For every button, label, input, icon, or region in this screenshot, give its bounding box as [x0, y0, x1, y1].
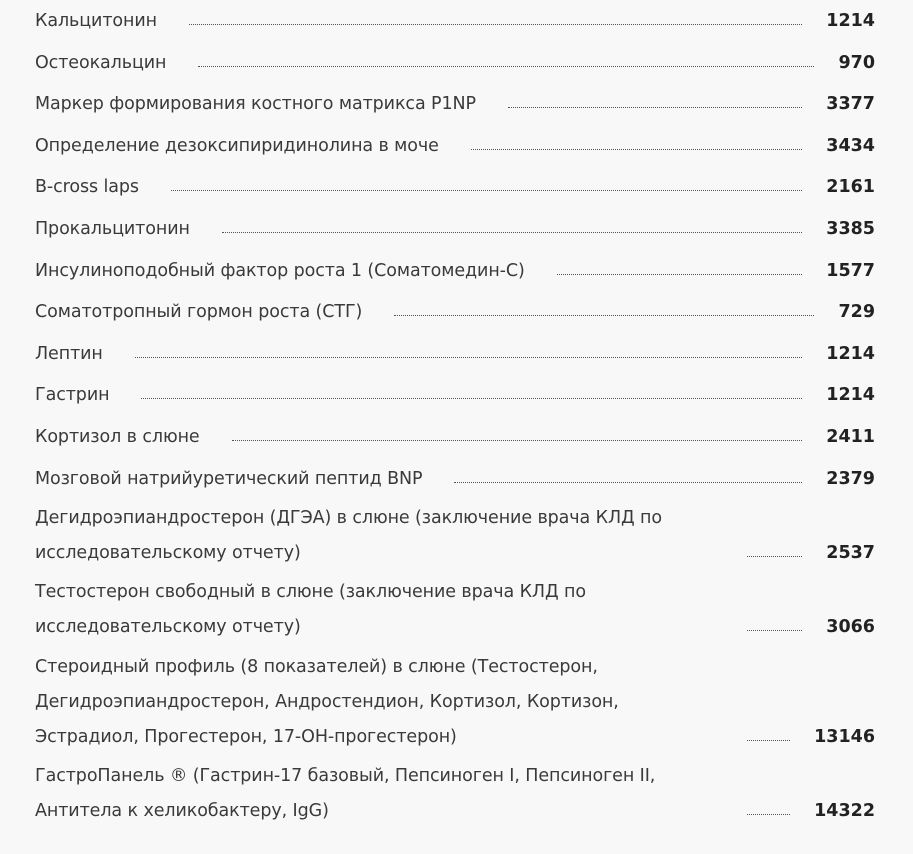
- service-name: Дегидроэпиандростерон (ДГЭА) в слюне (заключение врача КЛД по исследовательскому отчету): [35, 507, 662, 563]
- price-row: [35, 129, 875, 164]
- service-price: 2161: [826, 177, 875, 198]
- service-name: Лептин: [35, 343, 103, 364]
- service-price: 729: [838, 302, 875, 323]
- service-name: Остеокальцин: [35, 52, 167, 73]
- dotted-leader: [198, 65, 814, 67]
- price-row: [35, 295, 875, 330]
- dotted-leader: [232, 439, 803, 441]
- service-price: 2411: [826, 426, 875, 447]
- service-price: 1214: [826, 343, 875, 364]
- price-row: [35, 337, 875, 372]
- price-row: [35, 650, 875, 755]
- service-name: Соматотропный гормон роста (СТГ): [35, 302, 363, 323]
- service-price: 1214: [826, 11, 875, 31]
- service-price: 3434: [826, 135, 875, 156]
- service-name: Маркер формирования костного матрикса P1NP: [35, 94, 476, 115]
- service-name: Стероидный профиль (8 показателей) в слюне (Тестостерон, Дегидроэпиандростерон, Андростендион, Кортизол, Кортизон, Эстрадиол, Прогестерон, 17-ОН-прогестерон): [35, 656, 619, 747]
- service-name: ГастроПанель ® (Гастрин-17 базовый, Пепсиноген I, Пепсиноген II, Антитела к хеликобактеру, IgG): [35, 766, 656, 822]
- price-list: [35, 4, 875, 829]
- service-name: Инсулиноподобный фактор роста 1 (Соматомедин-С): [35, 260, 525, 281]
- dotted-leader: [394, 314, 814, 316]
- service-price: 2537: [826, 542, 875, 563]
- dotted-leader: [557, 273, 803, 275]
- service-name: Тестостерон свободный в слюне (заключение врача КЛД по исследовательскому отчету): [35, 582, 586, 638]
- service-name: Гастрин: [35, 385, 110, 406]
- dotted-leader: [189, 23, 802, 25]
- service-price: 3377: [826, 94, 875, 115]
- service-price: 3066: [826, 617, 875, 638]
- dotted-leader: [747, 629, 802, 631]
- dotted-leader: [135, 356, 803, 358]
- service-price: 13146: [814, 726, 875, 747]
- dotted-leader: [471, 148, 802, 150]
- dotted-leader: [747, 555, 802, 557]
- service-name: Определение дезоксипиридинолина в моче: [35, 135, 439, 156]
- dotted-leader: [222, 231, 802, 233]
- service-price: 970: [838, 52, 875, 73]
- service-price: 3385: [826, 218, 875, 239]
- dotted-leader: [747, 739, 790, 741]
- service-price: 1214: [826, 385, 875, 406]
- dotted-leader: [454, 481, 802, 483]
- price-row: [35, 254, 875, 289]
- price-row: [35, 462, 875, 497]
- service-price: 14322: [814, 801, 875, 822]
- dotted-leader: [171, 189, 802, 191]
- dotted-leader: [508, 106, 802, 108]
- service-name: Кортизол в слюне: [35, 426, 200, 447]
- price-row: [35, 575, 875, 645]
- price-row: [35, 759, 875, 829]
- dotted-leader: [141, 397, 802, 399]
- price-row: [35, 170, 875, 205]
- service-price: 2379: [826, 468, 875, 489]
- price-row: [35, 212, 875, 247]
- price-row: [35, 46, 875, 81]
- service-name: B-cross laps: [35, 177, 139, 198]
- price-row: [35, 4, 875, 39]
- price-row: [35, 87, 875, 122]
- service-name: Кальцитонин: [35, 11, 157, 31]
- price-row: [35, 501, 875, 571]
- service-name: Мозговой натрийуретический пептид BNP: [35, 468, 423, 489]
- service-name: Прокальцитонин: [35, 218, 190, 239]
- price-row: [35, 378, 875, 413]
- dotted-leader: [747, 813, 790, 815]
- price-row: [35, 420, 875, 455]
- service-price: 1577: [826, 260, 875, 281]
